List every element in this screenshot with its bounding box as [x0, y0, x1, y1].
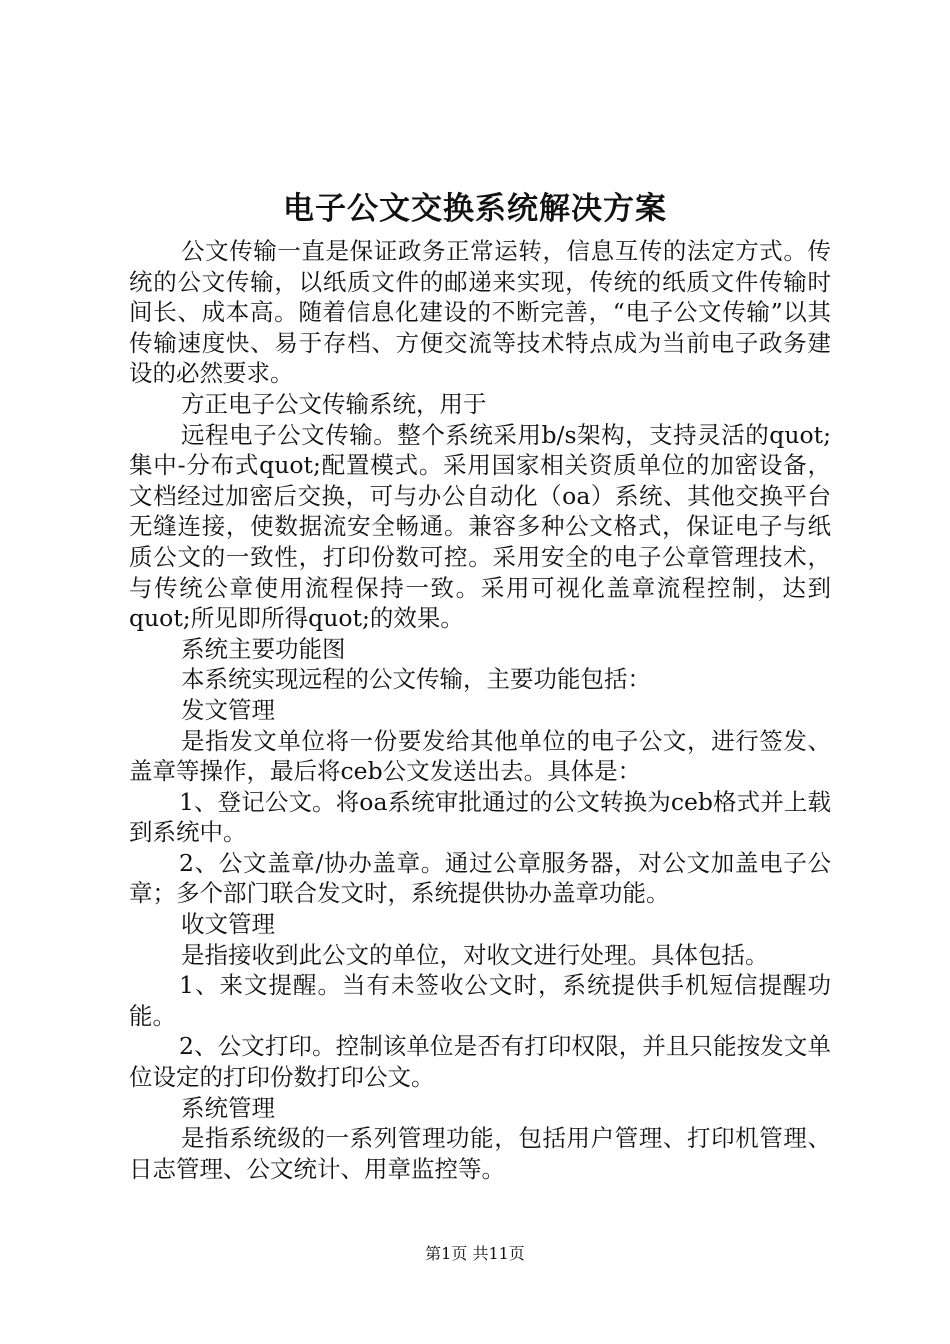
document-body	[129, 236, 831, 1184]
list-item-document-printing: 2、公文打印。控制该单位是否有打印权限，并且只能按发文单位设定的打印份数打印公文。	[129, 1032, 831, 1092]
paragraph-outgoing-description: 是指发文单位将一份要发给其他单位的电子公文，进行签发、盖章等操作，最后将ceb公文发送出去。具体是：	[129, 726, 831, 786]
document-title: 电子公文交换系统解决方案	[283, 191, 667, 227]
paragraph-functions-intro: 本系统实现远程的公文传输，主要功能包括：	[181, 665, 651, 694]
heading-function-diagram: 系统主要功能图	[181, 634, 346, 663]
paragraph-system-management: 是指系统级的一系列管理功能，包括用户管理、打印机管理、日志管理、公文统计、用章监控等。	[129, 1124, 831, 1183]
heading-outgoing-management: 发文管理	[181, 695, 275, 724]
list-item-register-document: 1、登记公文。将oa系统审批通过的公文转换为ceb格式并上载到系统中。	[129, 787, 831, 847]
list-item-incoming-reminder: 1、来文提醒。当有未签收公文时，系统提供手机短信提醒功能。	[129, 971, 831, 1030]
page-number-footer: 第1页 共11页	[425, 1244, 525, 1263]
heading-incoming-management: 收文管理	[181, 910, 275, 939]
paragraph-system-description: 远程电子公文传输。整个系统采用b/s架构，支持灵活的quot;集中-分布式quot;配置模式。采用国家相关资质单位的加密设备，文档经过加密后交换，可与办公自动化（oa）系统、其他交换平台无缝连接，使数据流安全畅通。兼容多种公文格式，保证电子与纸质公文的一致性，打印份数可控。采用安全的电子公章管理技术，与传统公章使用流程保持一致。采用可视化盖章流程控制，达到quot;所见即所得quot;的效果。	[129, 420, 831, 633]
paragraph-system-lead: 方正电子公文传输系统，用于	[181, 389, 487, 418]
list-item-seal-document: 2、公文盖章/协办盖章。通过公章服务器，对公文加盖电子公章；多个部门联合发文时，系统提供协办盖章功能。	[129, 848, 831, 908]
paragraph-intro: 公文传输一直是保证政务正常运转，信息互传的法定方式。传统的公文传输，以纸质文件的邮递来实现，传统的纸质文件传输时间长、成本高。随着信息化建设的不断完善，“电子公文传输”以其传输速度快、易于存档、方便交流等技术特点成为当前电子政务建设的必然要求。	[129, 237, 831, 388]
heading-system-management: 系统管理	[181, 1093, 275, 1122]
paragraph-incoming-description: 是指接收到此公文的单位，对收文进行处理。具体包括。	[181, 940, 769, 969]
